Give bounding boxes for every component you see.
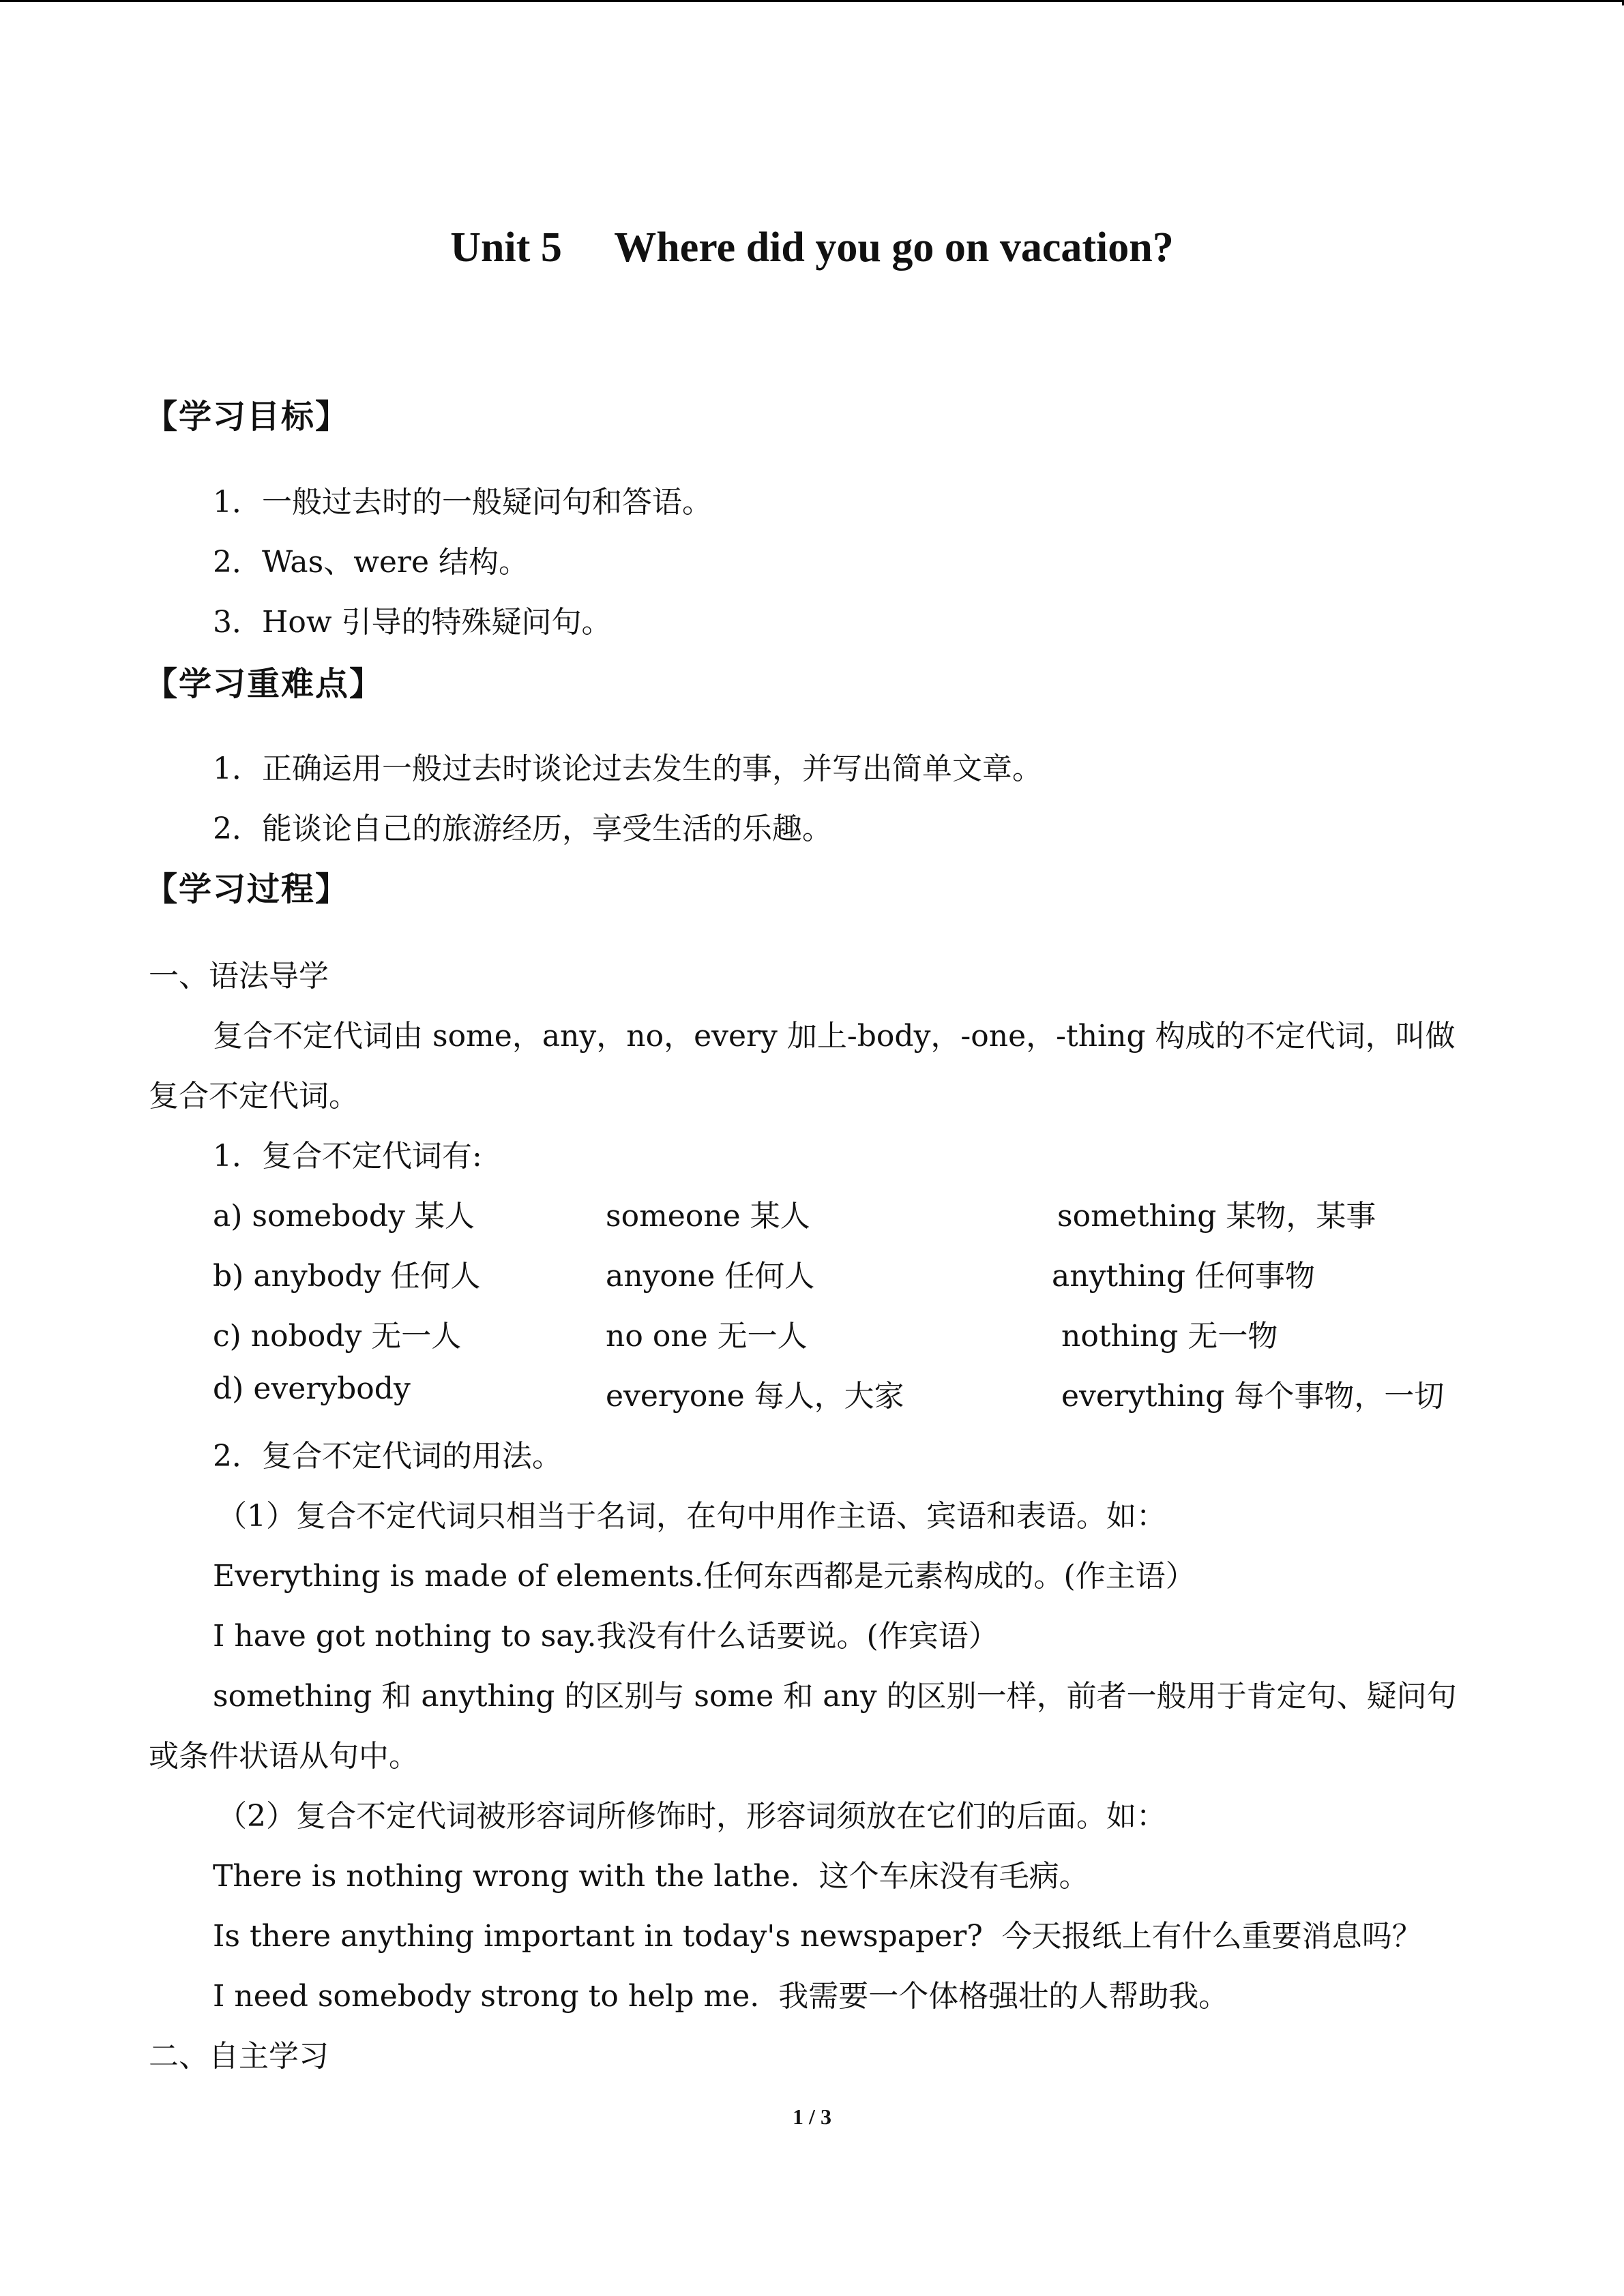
heading-objectives: 【学习目标】 xyxy=(145,398,350,436)
page-top-border xyxy=(0,0,1624,2)
intro-line-1: 复合不定代词由 some，any，no，every 加上-body，-one，-thing 构成的不定代词，叫做 xyxy=(213,1019,1456,1054)
table-cell: everyone 每人，大家 xyxy=(606,1379,904,1414)
page-title: Unit 5 Where did you go on vacation? xyxy=(450,224,1174,271)
table-cell: something 某物，某事 xyxy=(1057,1199,1376,1234)
objective-1: 1．一般过去时的一般疑问句和答语。 xyxy=(213,485,712,520)
table-cell: c) nobody 无一人 xyxy=(213,1319,462,1354)
example-2: I have got nothing to say.我没有什么话要说。(作宾语） xyxy=(213,1619,999,1654)
table-cell: nothing 无一物 xyxy=(1061,1319,1278,1354)
key-point-1: 1．正确运用一般过去时谈论过去发生的事，并写出简单文章。 xyxy=(213,751,1042,786)
table-cell: anything 任何事物 xyxy=(1052,1259,1316,1294)
example-5: I need somebody strong to help me. 我需要一个体格强壮的人帮助我。 xyxy=(213,1979,1229,2014)
usage-title: 2．复合不定代词的用法。 xyxy=(213,1439,562,1474)
table-cell: d) everybody xyxy=(213,1371,411,1406)
example-4: Is there anything important in today's newspaper? 今天报纸上有什么重要消息吗？ xyxy=(213,1919,1422,1954)
table-cell: b) anybody 任何人 xyxy=(213,1259,481,1294)
list-title: 1．复合不定代词有: xyxy=(213,1139,482,1174)
table-cell: no one 无一人 xyxy=(606,1319,808,1354)
objective-2: 2．Was、were 结构。 xyxy=(213,545,529,580)
note-line-1: something 和 anything 的区别与 some 和 any 的区别一样，前者一般用于肯定句、疑问句 xyxy=(213,1679,1457,1714)
note-line-2: 或条件状语从句中。 xyxy=(149,1739,419,1774)
example-1: Everything is made of elements.任何东西都是元素构成的。(作主语） xyxy=(213,1559,1196,1594)
page-number: 1 / 3 xyxy=(793,2104,831,2129)
table-cell: a) somebody 某人 xyxy=(213,1199,475,1234)
example-3: There is nothing wrong with the lathe. 这个车床没有毛病。 xyxy=(213,1859,1089,1894)
usage-2: （2）复合不定代词被形容词所修饰时，形容词须放在它们的后面。如： xyxy=(217,1799,1166,1834)
table-cell: someone 某人 xyxy=(606,1199,810,1234)
part1-title: 一、语法导学 xyxy=(149,959,329,994)
intro-line-2: 复合不定代词。 xyxy=(149,1079,359,1114)
table-cell: everything 每个事物，一切 xyxy=(1061,1379,1445,1414)
heading-process: 【学习过程】 xyxy=(145,870,350,908)
heading-key-points: 【学习重难点】 xyxy=(145,665,384,703)
usage-1: （1）复合不定代词只相当于名词，在句中用作主语、宾语和表语。如： xyxy=(217,1499,1166,1534)
table-cell: anyone 任何人 xyxy=(606,1259,815,1294)
part2-title: 二、自主学习 xyxy=(149,2039,329,2074)
objective-3: 3．How 引导的特殊疑问句。 xyxy=(213,605,612,640)
key-point-2: 2．能谈论自己的旅游经历，享受生活的乐趣。 xyxy=(213,811,832,846)
